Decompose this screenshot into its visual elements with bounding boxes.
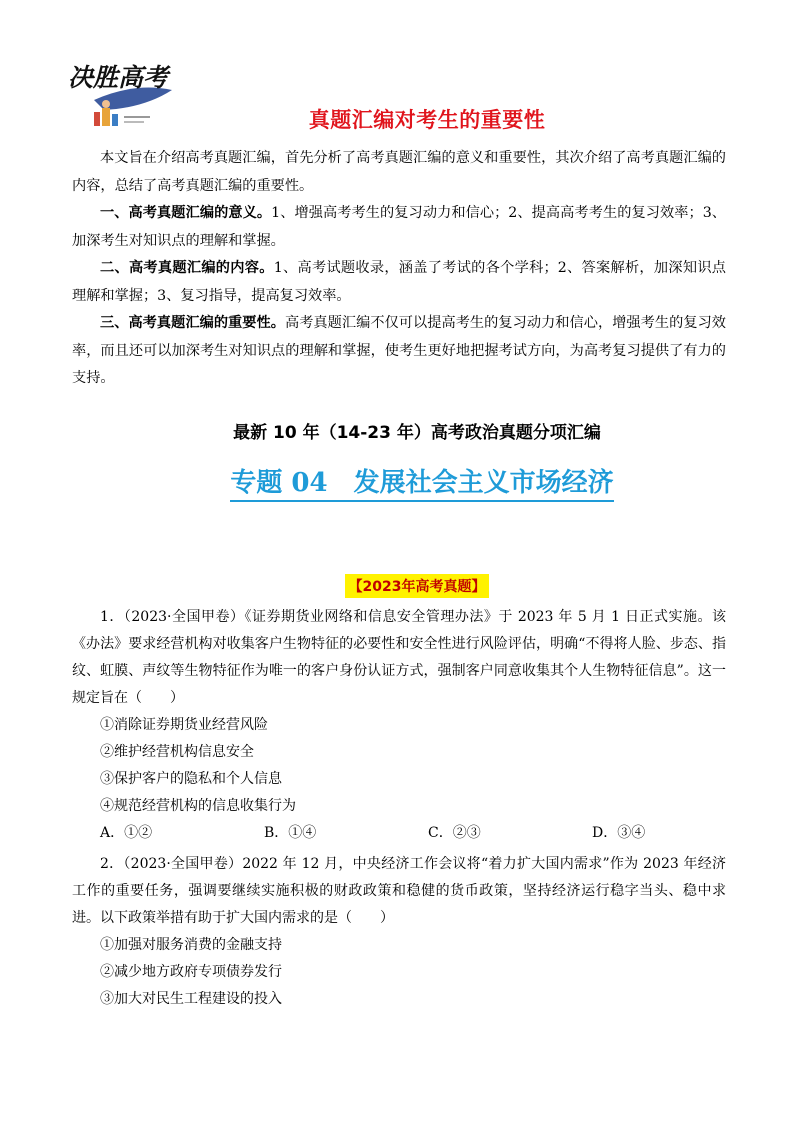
content-paragraph [72,255,726,310]
topic-text: 专题 04 发展社会主义市场经济 [230,468,613,502]
question-2-option: ②减少地方政府专项债券发行 [100,964,282,980]
content-heading: 二、高考真题汇编的内容。 [100,260,274,276]
question-1-choices [72,820,726,847]
question-2 [72,851,726,1013]
collection-subtitle: 最新 10 年（14-23 年）高考政治真题分项汇编 [233,423,601,443]
question-1-option: ④规范经营机构的信息收集行为 [100,798,296,814]
significance-text: 1、增强高考考生的复习动力和信心；2、提高高考考生的复习效率；3、加深考生对知识点的理解和掌握。 [72,205,726,249]
question-1-option: ②维护经营机构信息安全 [100,744,254,760]
section-badge-year: 【2023 [348,579,402,595]
section-badge-wrap [0,574,794,598]
content-text: 1、高考试题收录，涵盖了考试的各个学科；2、答案解析，加深知识点理解和掌握；3、复习指导，提高复习效率。 [72,260,726,304]
intro-section [72,145,726,393]
choice-b[interactable]: B．①④ [264,825,317,841]
question-1-option: ③保护客户的隐私和个人信息 [100,771,282,787]
importance-heading: 三、高考真题汇编的重要性。 [100,315,285,331]
logo-text: 决胜高考 [68,63,169,92]
question-1-stem: 1．（2023·全国甲卷）《证券期货业网络和信息安全管理办法》于 2023 年 5 月 1 日正式实施。该《办法》要求经营机构对收集客户生物特征的必要性和安全性进行风险评估，明确“不得将人脸、步态、指纹、虹膜、声纹等生物特征作为唯一的客户身份认证方式，强制客户同意收集其个人生物特征信息”。这一规定旨在（ ） [72,609,726,706]
section-badge-rest: 年高考真题】 [401,579,486,595]
question-2-option: ①加强对服务消费的金融支持 [100,937,282,953]
choice-d[interactable]: D．③④ [592,825,646,841]
question-2-option: ③加大对民生工程建设的投入 [100,991,282,1007]
choice-c[interactable]: C．②③ [428,825,481,841]
importance-paragraph [72,310,726,393]
question-2-stem: 2．（2023·全国甲卷）2022 年 12 月，中央经济工作会议将“着力扩大国内需求”作为 2023 年经济工作的重要任务，强调要继续实施积极的财政政策和稳健的货币政策，坚持经济运行稳字当头、稳中求进。以下政策举措有助于扩大国内需求的是（ ） [72,856,726,926]
significance-paragraph [72,200,726,255]
section-badge [345,574,490,598]
document-title: 真题汇编对考生的重要性 [308,108,546,132]
question-1 [72,604,726,847]
question-1-option: ①消除证券期货业经营风险 [100,717,268,733]
significance-heading: 一、高考真题汇编的意义。 [100,205,272,221]
importance-text: 高考真题汇编不仅可以提高考生的复习动力和信心，增强考生的复习效率，而且还可以加深考生对知识点的理解和掌握，使考生更好地把握考试方向，为高考复习提供了有力的支持。 [72,315,726,386]
choice-a[interactable]: A．①② [100,825,153,841]
intro-paragraph: 本文旨在介绍高考真题汇编，首先分析了高考真题汇编的意义和重要性，其次介绍了高考真题汇编的内容，总结了高考真题汇编的重要性。 [72,150,726,194]
topic-heading [0,462,794,499]
